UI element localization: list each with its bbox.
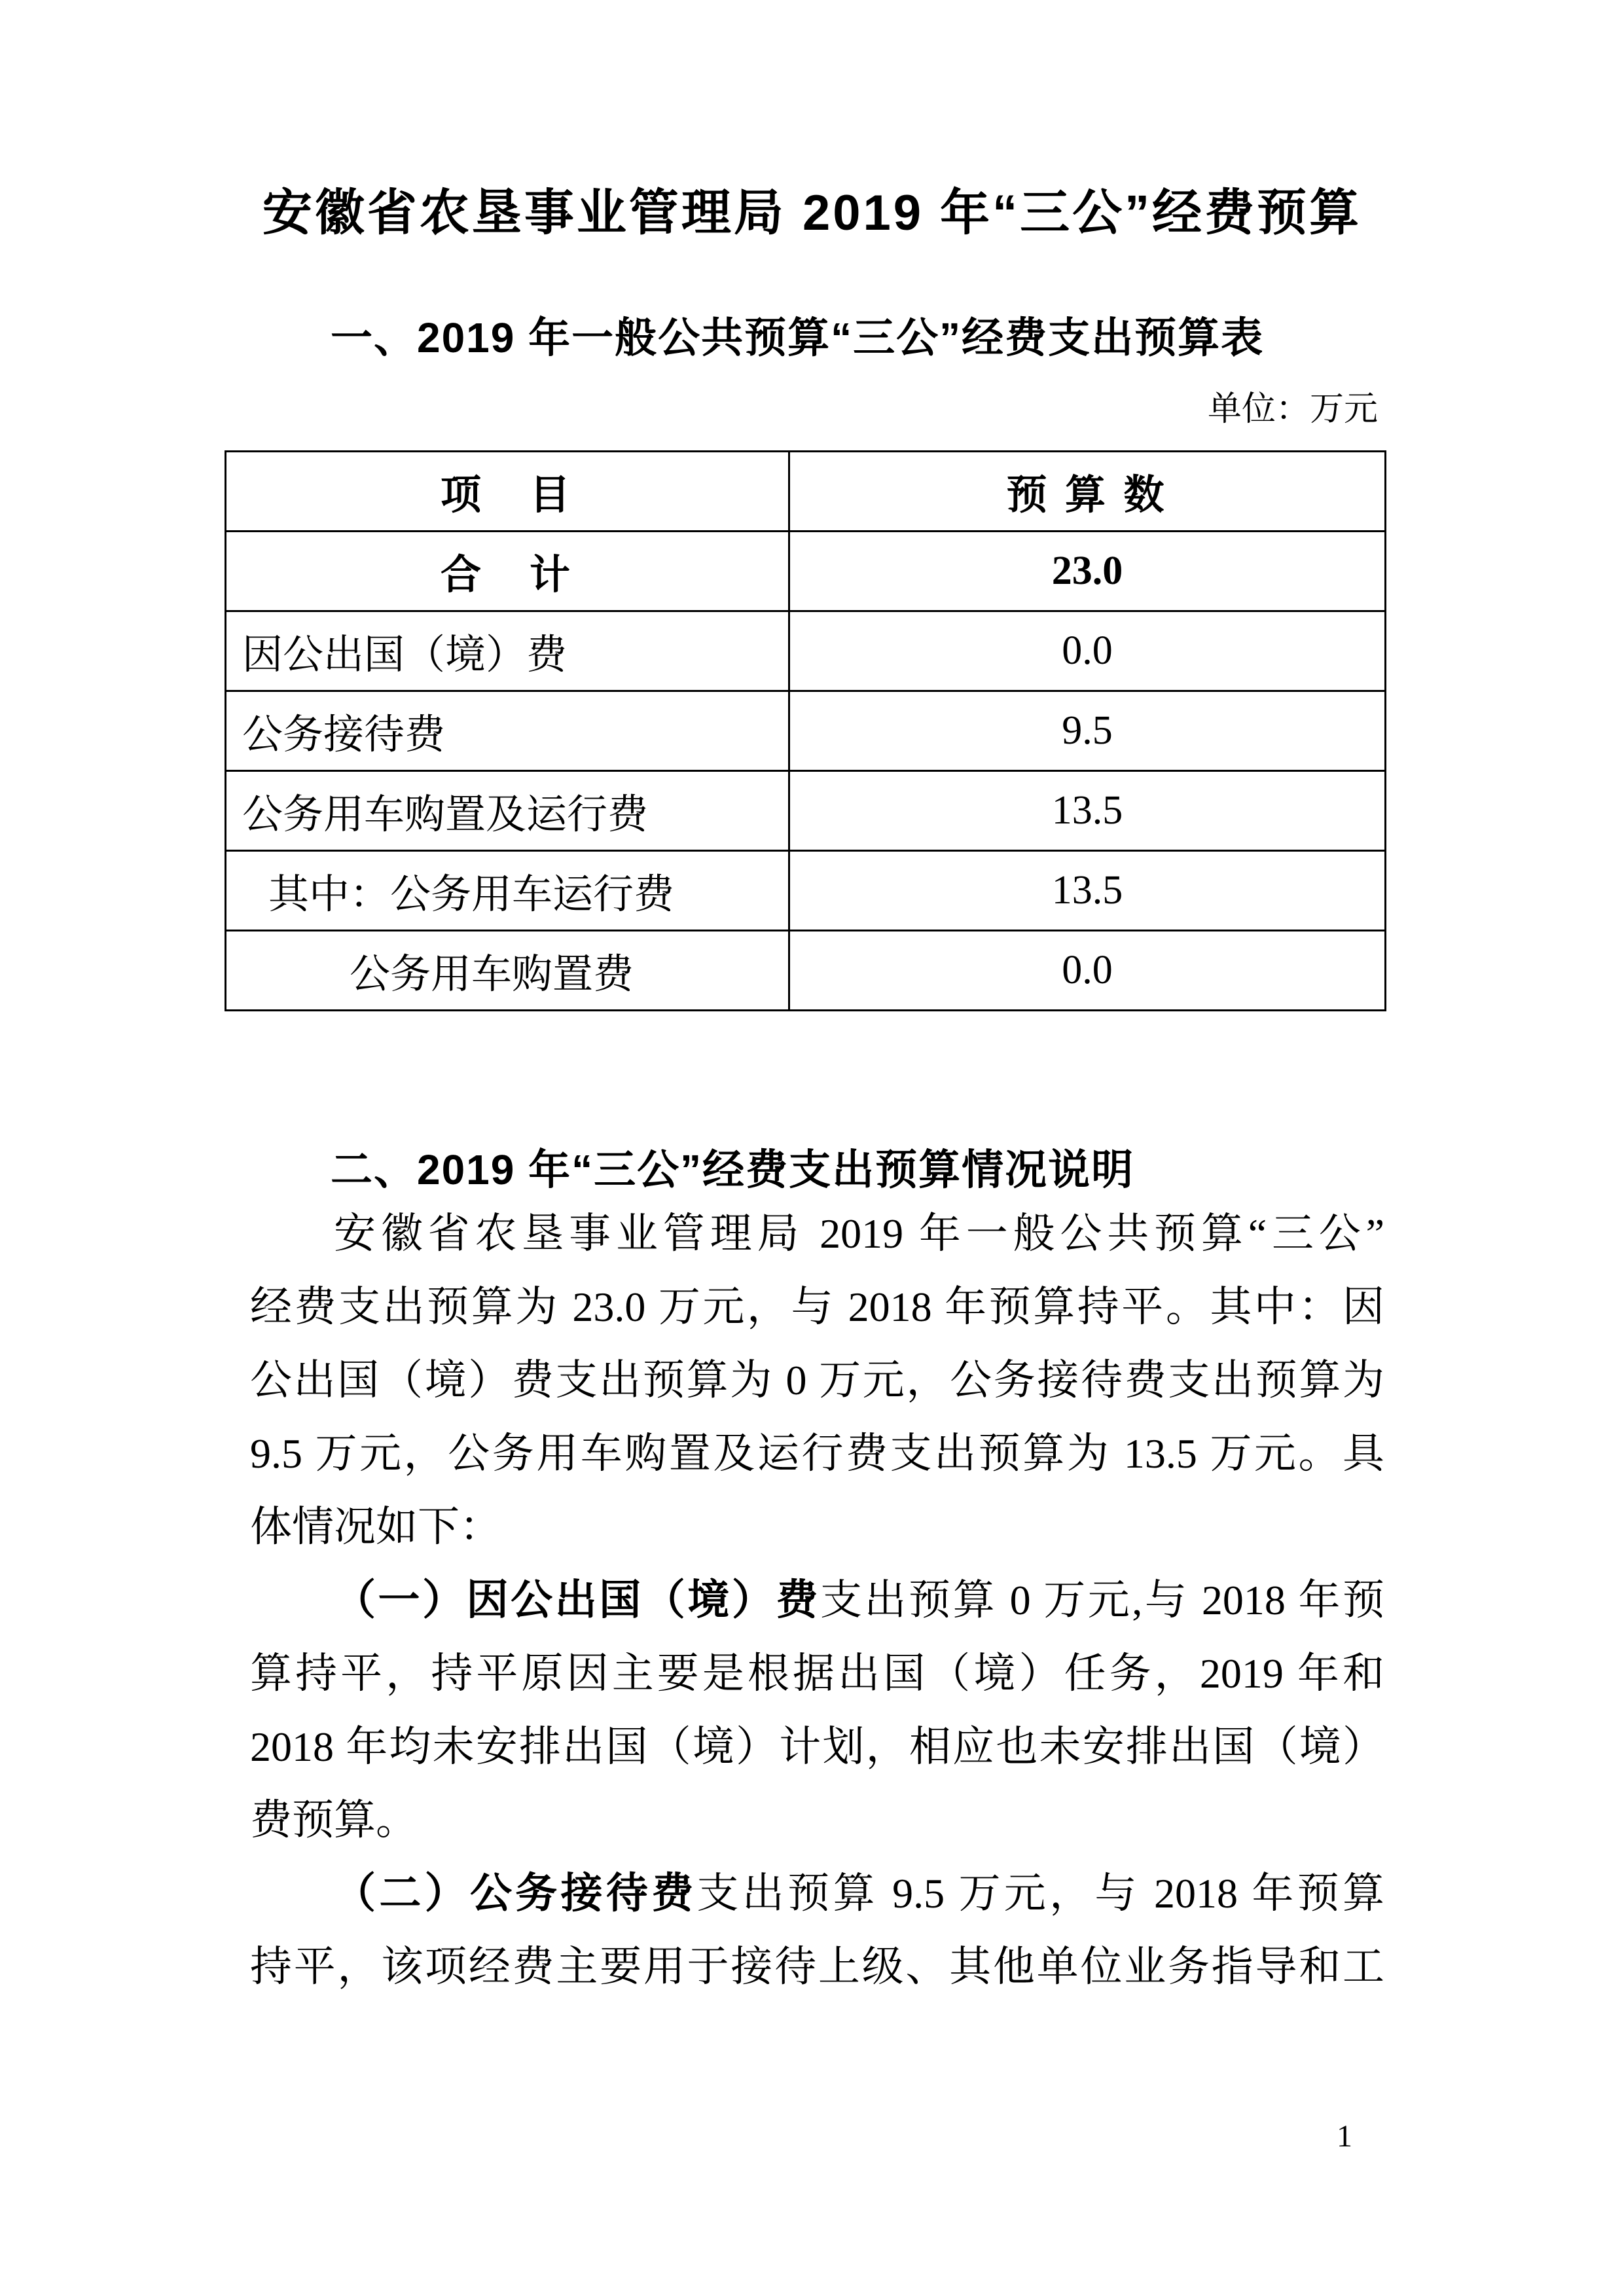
text-line: 经费支出预算为 23.0 万元，与 2018 年预算持平。其中：因 [250,1284,1384,1330]
table-row [226,931,1386,1011]
text-line: 费预算。 [250,1797,418,1843]
text-line: 算持平，持平原因主要是根据出国（境）任务，2019 年和 [250,1650,1384,1697]
unit-note: 单位：万元 [1207,391,1378,428]
table-row [226,691,1386,771]
text-line: 体情况如下： [250,1504,501,1550]
row-value: 0.0 [789,611,1386,691]
budget-table [225,450,1386,1011]
row-label: 公务用车购置费 [226,931,789,1011]
text-line: 9.5 万元，公务用车购置及运行费支出预算为 13.5 万元。具 [250,1430,1384,1477]
section1-heading: 一、2019 年一般公共预算“三公”经费支出预算表 [331,314,1265,361]
paragraph-3-lead-rest: 支出预算 9.5 万元，与 2018 年预算 [696,1870,1384,1917]
section2-body [250,1197,1384,2004]
row-label: 公务用车购置及运行费 [226,771,789,851]
paragraph-2-lead-rest: 支出预算 0 万元,与 2018 年预 [820,1577,1384,1623]
table-row-total [226,532,1386,611]
table-row [226,851,1386,931]
text-line: 安徽省农垦事业管理局 2019 年一般公共预算“三公” [334,1210,1384,1257]
text-line: 公出国（境）费支出预算为 0 万元，公务接待费支出预算为 [250,1357,1384,1403]
paragraph-2-lead: （一）因公出国（境）费 [334,1577,820,1623]
paragraph-3-lead: （二）公务接待费 [334,1870,697,1917]
row-value: 23.0 [789,532,1386,611]
row-value: 13.5 [789,771,1386,851]
table-header-row [226,452,1386,532]
text-line [250,1564,1384,1637]
text-line: 持平，该项经费主要用于接待上级、其他单位业务指导和工 [250,1943,1384,1990]
row-label: 其中：公务用车运行费 [226,851,789,931]
row-label: 公务接待费 [226,691,789,771]
table-row [226,611,1386,691]
row-value: 13.5 [789,851,1386,931]
table-row [226,771,1386,851]
document-title: 安徽省农垦事业管理局 2019 年“三公”经费预算 [262,185,1362,241]
paragraph-1 [250,1197,1384,1564]
row-value: 9.5 [789,691,1386,771]
text-line [250,1857,1384,1930]
column-header-item: 项 目 [226,452,789,532]
row-label: 合 计 [226,532,789,611]
page-number: 1 [1337,2119,1352,2154]
text-line: 2018 年均未安排出国（境）计划，相应也未安排出国（境） [250,1724,1384,1770]
row-value: 0.0 [789,931,1386,1011]
column-header-amount: 预 算 数 [789,452,1386,532]
row-label: 因公出国（境）费 [226,611,789,691]
paragraph-3 [250,1857,1384,2004]
section2-heading: 二、2019 年“三公”经费支出预算情况说明 [331,1146,1135,1193]
paragraph-2 [250,1564,1384,1857]
